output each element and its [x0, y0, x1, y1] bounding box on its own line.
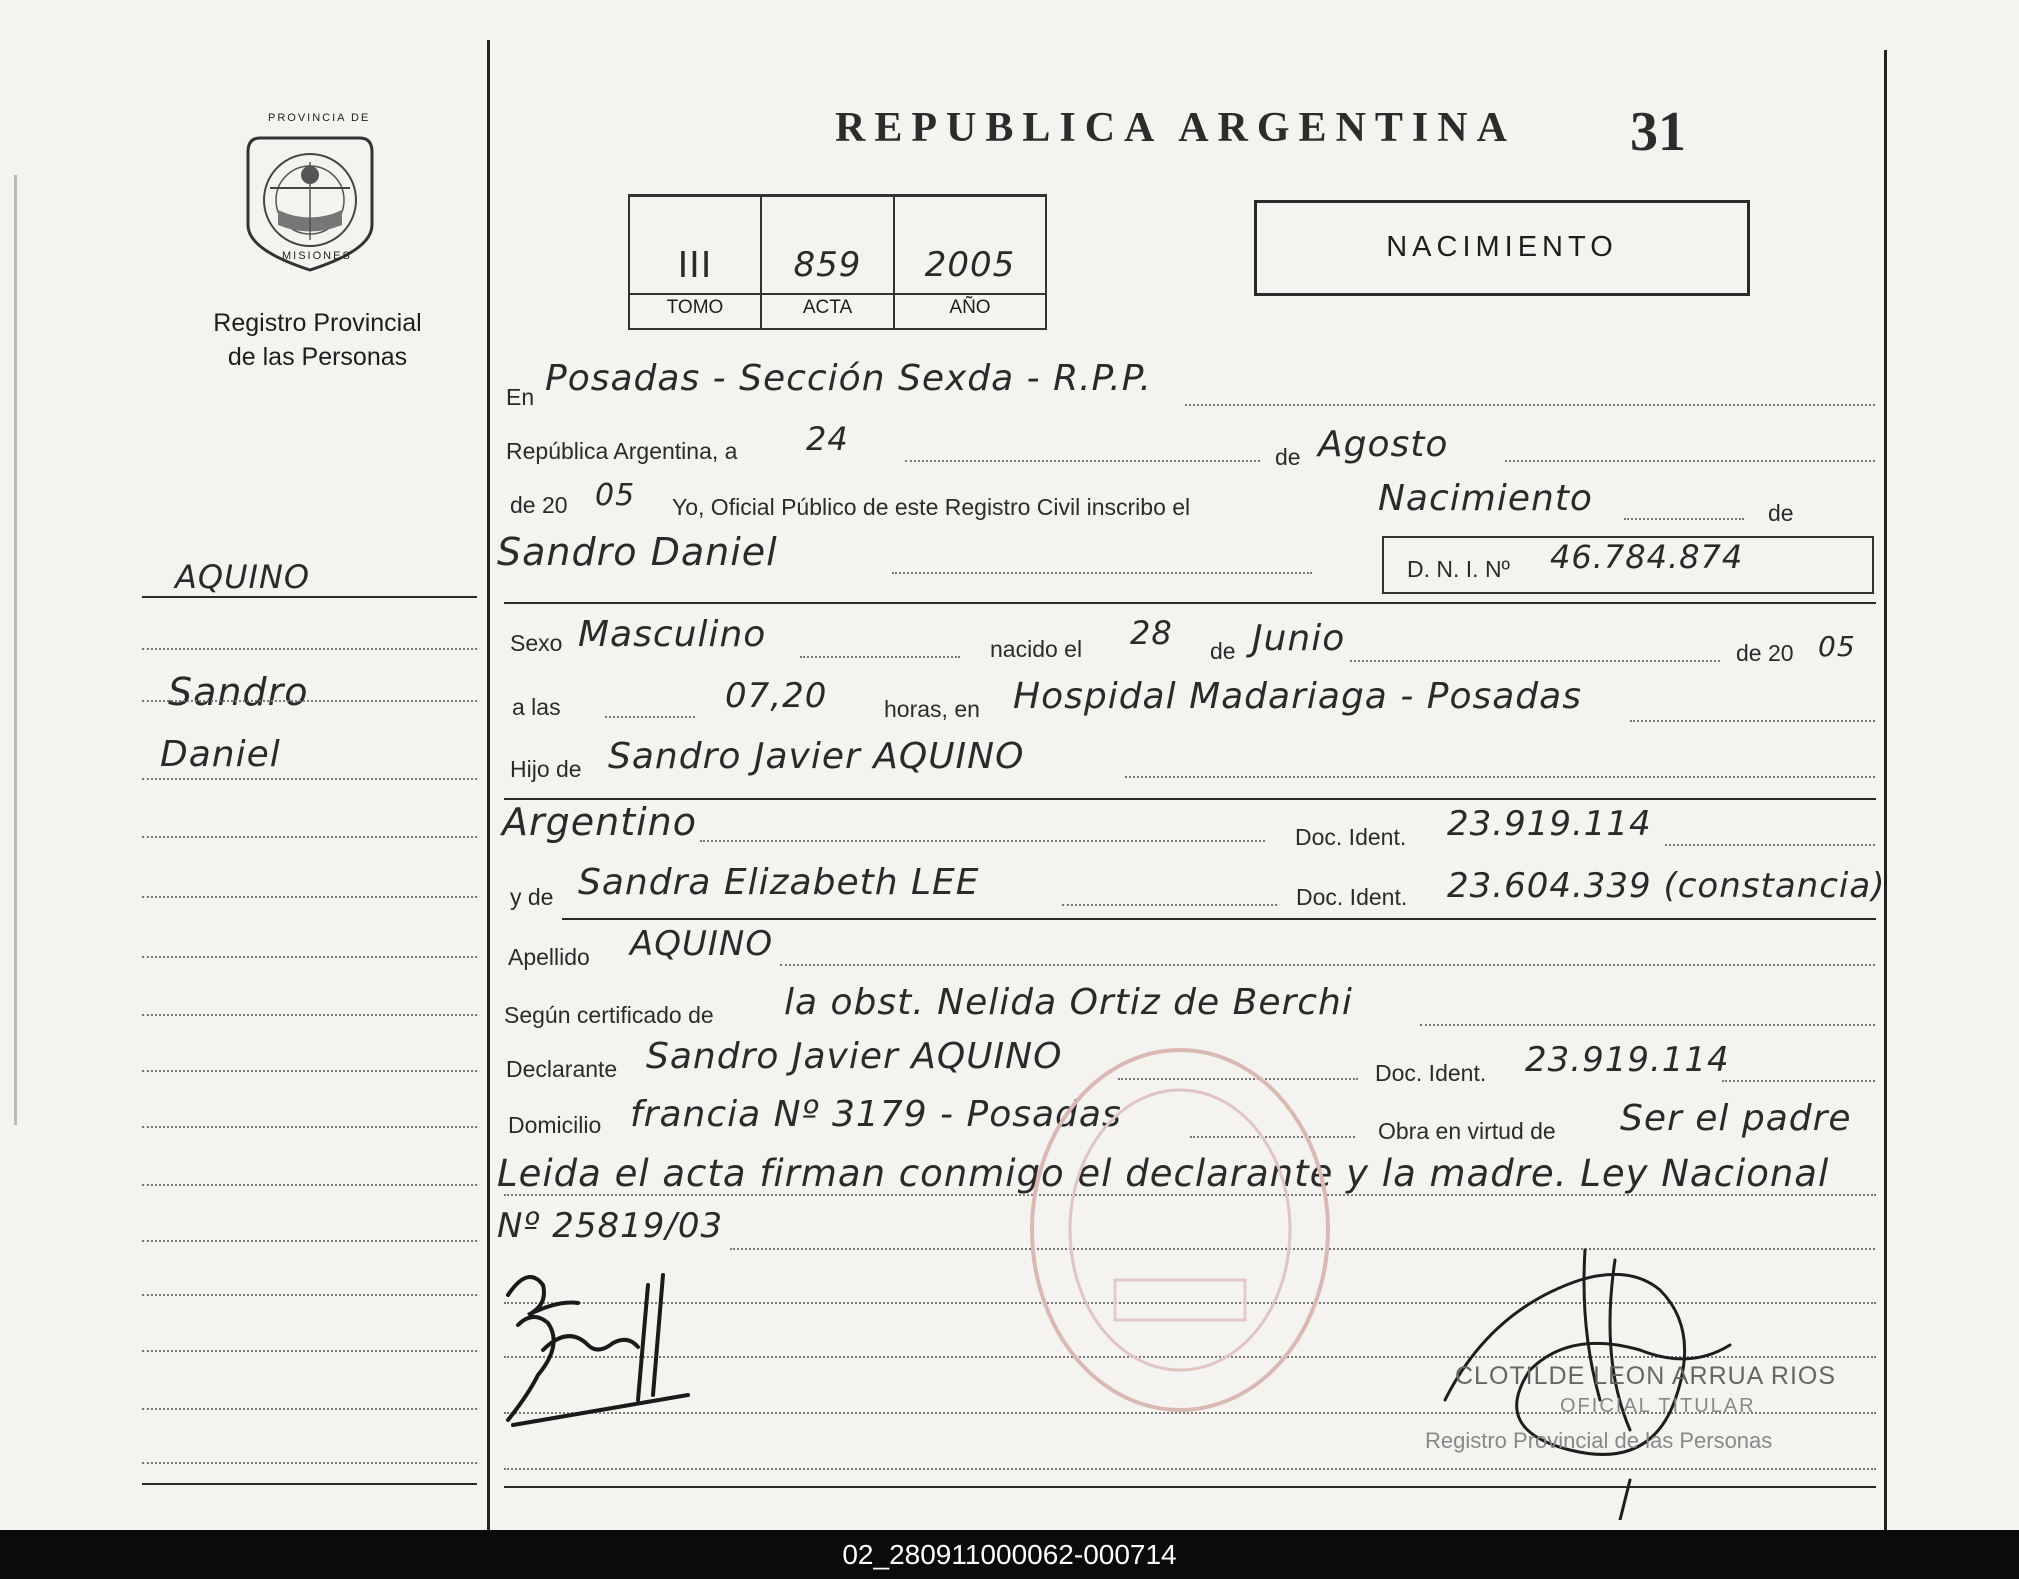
obra-label: Obra en virtud de	[1378, 1118, 1556, 1144]
declarante-label: Declarante	[506, 1056, 618, 1082]
official-role: OFICIAL TITULAR	[1560, 1395, 1756, 1417]
de3-label: de	[1210, 638, 1236, 664]
year-prefix: de 20	[510, 492, 568, 518]
acta-label: ACTA	[802, 297, 853, 318]
seal-top-text: PROVINCIA DE	[268, 112, 371, 124]
obra-value: Ser el padre	[1620, 1098, 1852, 1139]
margin-name-2: Daniel	[160, 734, 281, 775]
birth-place: Hospidal Madariaga - Posadas	[1013, 676, 1582, 717]
official-name: CLOTILDE LEON ARRUA RIOS	[1455, 1362, 1837, 1390]
section-rule-3	[562, 918, 1876, 920]
acta-value: 859	[793, 245, 862, 285]
mother-name: Sandra Elizabeth LEE	[578, 862, 980, 903]
ano-value: 2005	[924, 245, 1016, 285]
apellido-label: Apellido	[508, 944, 590, 970]
alas-label: a las	[512, 694, 561, 720]
segun-value: la obst. Nelida Ortiz de Berchi	[784, 982, 1353, 1023]
page-title: REPUBLICA ARGENTINA	[835, 105, 1516, 151]
margin-rule-top	[142, 596, 477, 598]
republica-label: República Argentina, a	[506, 438, 738, 464]
section-rule-1	[504, 602, 1876, 604]
horas-label: horas, en	[884, 696, 980, 722]
doc-label-declarante: Doc. Ident.	[1375, 1060, 1487, 1086]
officer-text: Yo, Oficial Público de este Registro Civil inscribo el	[672, 494, 1191, 520]
father-nationality: Argentino	[502, 800, 697, 844]
seal-bottom-text: MISIONES	[282, 250, 352, 262]
registry-line-1: Registro Provincial	[213, 309, 422, 337]
file-code: 02_280911000062-000714	[842, 1539, 1177, 1570]
tomo-label: TOMO	[666, 297, 724, 318]
sexo-label: Sexo	[510, 630, 563, 656]
hijo-label: Hijo de	[510, 756, 582, 782]
sexo-value: Masculino	[578, 614, 767, 655]
note-line-1: Leida el acta firman conmigo el declarante y la madre. Ley Nacional	[497, 1152, 1830, 1195]
record-type-box	[1254, 200, 1750, 296]
footer-bar	[0, 1530, 2019, 1579]
doc-label-mother: Doc. Ident.	[1296, 884, 1408, 910]
father-name: Sandro Javier AQUINO	[608, 736, 1025, 777]
note-line-2: Nº 25819/03	[497, 1206, 724, 1246]
margin-surname: AQUINO	[175, 558, 311, 596]
declarante-name: Sandro Javier AQUINO	[646, 1036, 1063, 1077]
mother-doc: 23.604.339 (constancia)	[1447, 866, 1886, 906]
place-of-record: Posadas - Sección Sexda - R.P.P.	[545, 358, 1152, 399]
section-rule-2	[504, 798, 1876, 800]
page-number: 31	[1630, 101, 1686, 163]
doc-label-father: Doc. Ident.	[1295, 824, 1407, 850]
declarant-signature	[488, 1255, 728, 1435]
nacido-label: nacido el	[990, 636, 1083, 662]
official-office: Registro Provincial de las Personas	[1425, 1428, 1773, 1453]
record-day: 24	[806, 420, 849, 458]
right-border	[1884, 50, 1887, 1530]
dni-label: D. N. I. Nº	[1407, 556, 1510, 582]
yde-label: y de	[510, 884, 554, 910]
declarante-doc: 23.919.114	[1525, 1040, 1730, 1080]
registry-line-2: de las Personas	[227, 343, 408, 371]
father-doc: 23.919.114	[1447, 804, 1652, 844]
year2-prefix: de 20	[1736, 640, 1794, 666]
birth-hour: 07,20	[725, 676, 828, 716]
child-name: Sandro Daniel	[497, 530, 778, 574]
apellido-value: AQUINO	[630, 924, 774, 964]
en-label: En	[506, 384, 535, 410]
margin-rule-bottom	[142, 1483, 477, 1485]
birth-day: 28	[1130, 614, 1173, 652]
record-month: Agosto	[1318, 424, 1449, 465]
registry-name	[160, 306, 475, 374]
birth-year: 05	[1818, 630, 1856, 663]
record-year: 05	[595, 478, 636, 513]
act-type: Nacimiento	[1378, 478, 1593, 519]
birth-month: Junio	[1252, 618, 1346, 659]
child-dni: 46.784.874	[1550, 538, 1744, 576]
domicilio-label: Domicilio	[508, 1112, 602, 1138]
binding-edge	[14, 175, 17, 1125]
de-label: de	[1275, 444, 1301, 470]
margin-name-1: Sandro	[168, 670, 309, 714]
tomo-value: III	[677, 245, 713, 286]
record-box	[628, 194, 1047, 330]
de2-label: de	[1768, 500, 1794, 526]
registry-stamp-icon	[1020, 1040, 1340, 1420]
record-type: NACIMIENTO	[1386, 231, 1618, 263]
ano-label: AÑO	[949, 297, 991, 318]
domicilio-value: francia Nº 3179 - Posadas	[630, 1094, 1122, 1135]
segun-label: Según certificado de	[504, 1002, 714, 1028]
